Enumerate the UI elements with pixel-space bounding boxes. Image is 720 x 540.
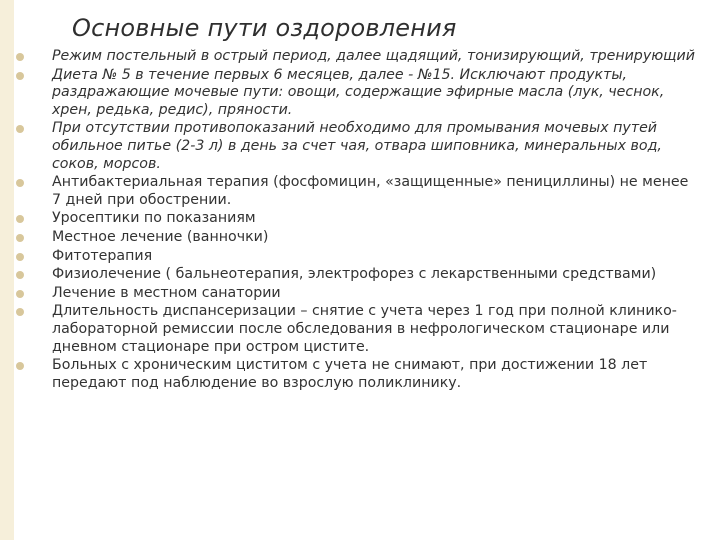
item-text: Диета № 5 в течение первых 6 месяцев, далее - №15. Исключают продукты, раздражающие мочевые пути: овощи, содержащие эфирные масла (лук, чеснок, хрен, редька, редис), пряности. [52, 66, 665, 118]
item-text: Фитотерапия [52, 247, 153, 264]
bullet-icon [16, 215, 24, 223]
bullet-icon [16, 290, 24, 298]
item-text: Местное лечение (ванночки) [52, 228, 269, 245]
bullet-icon [16, 253, 24, 261]
bullet-icon [16, 53, 24, 61]
bullet-icon [16, 234, 24, 242]
list-item [10, 210, 700, 228]
list-item [10, 285, 700, 303]
bullet-icon [16, 179, 24, 187]
item-text: Антибактериальная терапия (фосфомицин, «защищенные» пенициллины) не менее 7 дней при обострении. [52, 174, 689, 208]
item-text: Длительность диспансеризации – снятие с учета через 1 год при полной клинико-лабораторной ремиссии после обследования в нефрологическом стационаре или дневном стационаре при остром цистите. [52, 303, 677, 355]
bullet-icon [16, 72, 24, 80]
item-text: Больных с хроническим циститом с учета не снимают, при достижении 18 лет передают под наблюдение во взрослую поликлинику. [52, 357, 648, 391]
item-text: Лечение в местном санатории [52, 284, 281, 301]
list-item [10, 67, 700, 120]
list-item [10, 229, 700, 247]
list-item [10, 303, 700, 356]
list-item [10, 174, 700, 209]
list-item [10, 357, 700, 392]
list-item [10, 120, 700, 173]
list-item [10, 248, 700, 266]
slide-title: Основные пути оздоровления [72, 14, 457, 42]
list-item [10, 48, 700, 66]
item-text: Уросептики по показаниям [52, 210, 256, 227]
item-text: Режим постельный в острый период, далее щадящий, тонизирующий, тренирующий [52, 48, 695, 64]
bullet-icon [16, 125, 24, 133]
bullet-icon [16, 362, 24, 370]
item-text: При отсутствии противопоказаний необходимо для промывания мочевых путей обильное питье (2-3 л) в день за счет чая, отвара шиповника, минеральных вод, соков, морсов. [52, 120, 662, 172]
bullet-icon [16, 308, 24, 316]
bullet-icon [16, 271, 24, 279]
bullet-list [10, 48, 700, 393]
list-item [10, 266, 700, 284]
item-text: Физиолечение ( бальнеотерапия, электрофорез с лекарственными средствами) [52, 266, 657, 283]
